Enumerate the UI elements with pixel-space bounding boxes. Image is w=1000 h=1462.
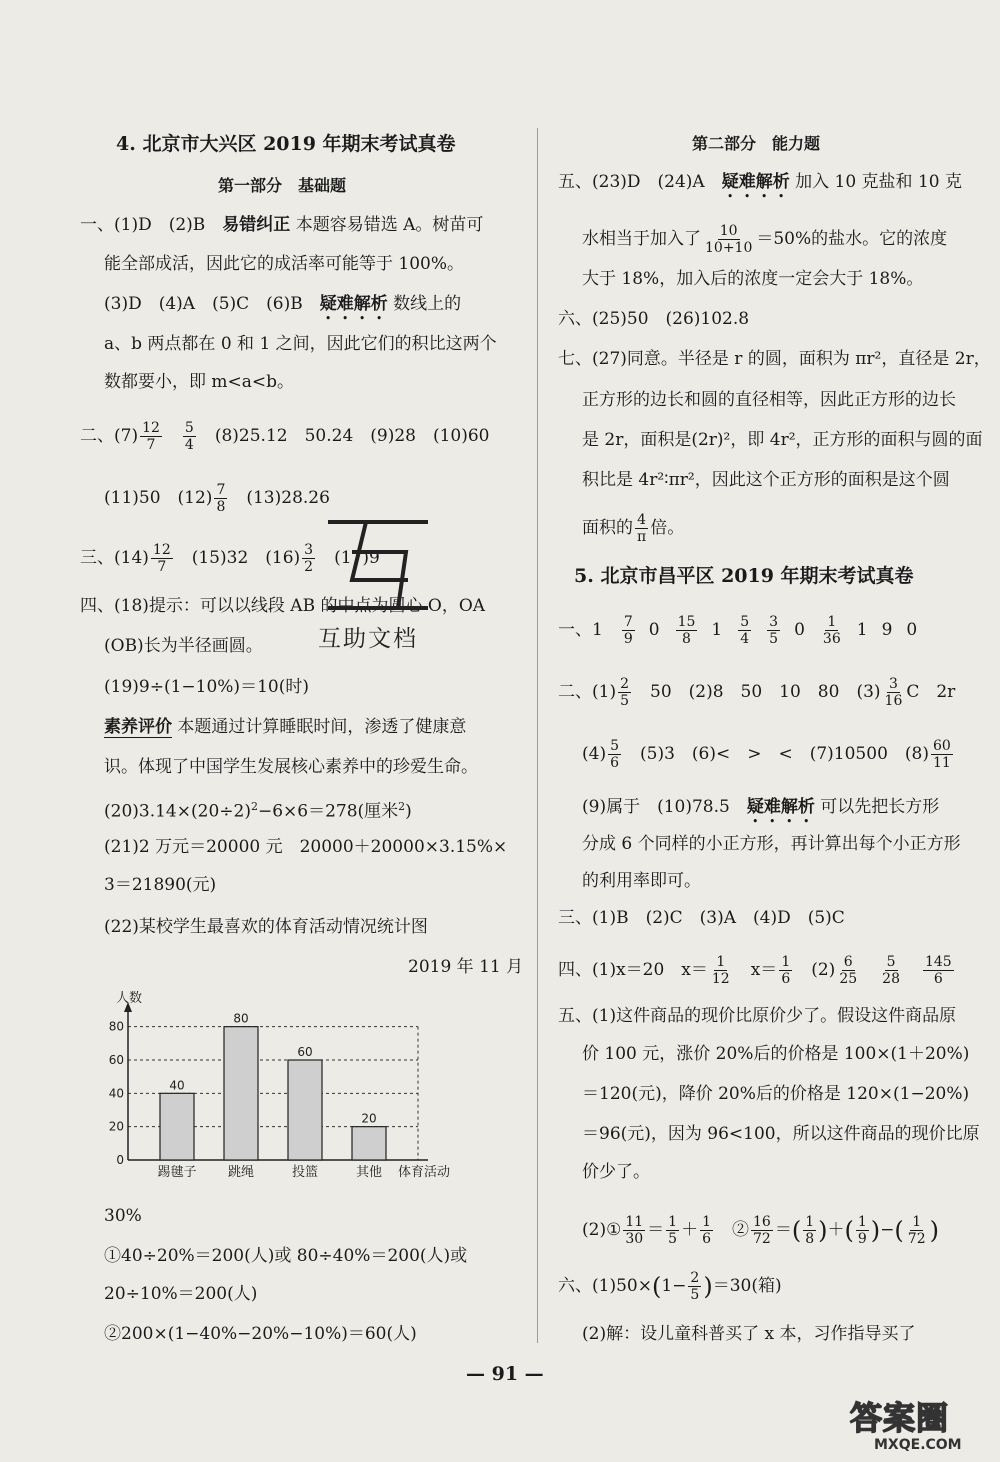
- answer-line: 能全部成活，因此它的成活率可能等于 100%。: [104, 254, 465, 274]
- answer-line: 面积的 $\frac{4}{\pi}$ 倍。: [582, 512, 685, 545]
- keyword-label: 疑难解析: [721, 172, 790, 192]
- answer-list: [620, 614, 931, 647]
- bar: [288, 1060, 322, 1160]
- bar-value-label: 60: [297, 1045, 313, 1059]
- answer-line: 二、(1) $\frac{2}{5}$ 50 (2)8 50 10 80 (3) $\frac{3}{16}$ C 2r: [558, 676, 956, 709]
- chart-date: 2019 年 11 月: [408, 957, 524, 977]
- fraction: $\frac{7}{9}$: [623, 614, 633, 647]
- y-tick-label: 40: [108, 1086, 124, 1101]
- logo-text: 答案圈: [850, 1399, 950, 1437]
- answer-line: 积比是 4r²∶πr²，因此这个正方形的面积是这个圆: [582, 470, 950, 490]
- fraction: $\frac{1}{6}$: [702, 1214, 711, 1247]
- fraction: $\frac{7}{8}$: [216, 482, 226, 515]
- section-title-changping: 5. 北京市昌平区 2019 年期末考试真卷: [574, 565, 914, 587]
- answer-line: (2)① $\frac{11}{30}$ ＝ $\frac{1}{5}$ ＋ $\frac{1}{6}$ ② $\frac{16}{72}$ ＝( $\frac{1}{8}$ )＋( $\frac{1}{9}$ )−( $\frac{1}{72}$ ): [582, 1214, 939, 1247]
- answer-line: (9)属于 (10)78.5 疑难解析 可以先把长方形: [582, 797, 940, 817]
- answer-line: ②200×(1−40%−20%−10%)＝60(人): [104, 1324, 417, 1344]
- answer-line: 价少了。: [582, 1162, 650, 1182]
- x-tick-label: 投篮: [291, 1165, 319, 1180]
- watermark-logo-icon: [318, 508, 438, 618]
- answer-line: 三、(1)B (2)C (3)A (4)D (5)C: [558, 908, 845, 928]
- page-number: — 91 —: [466, 1363, 544, 1385]
- bar-chart: [100, 990, 480, 1190]
- answer-line: 二、(7) $\frac{12}{7}$ $\frac{5}{4}$ (8)25.12 50.24 (9)28 (10)60: [80, 420, 490, 453]
- bar: [224, 1027, 258, 1160]
- x-axis-label: 体育活动: [397, 1165, 451, 1180]
- keyword-label: 素养评价: [104, 717, 172, 737]
- section-title-daxing: 4. 北京市大兴区 2019 年期末考试真卷: [116, 133, 456, 155]
- answer-value: 1: [856, 620, 868, 640]
- answer-line: 大于 18%，加入后的浓度一定会大于 18%。: [582, 269, 924, 289]
- fraction: $\frac{2}{5}$: [690, 1270, 700, 1303]
- y-tick-label: 60: [108, 1053, 124, 1067]
- answer-line: 数都要小，即 m<a<b。: [104, 372, 295, 392]
- fraction: $\frac{5}{28}$: [882, 954, 900, 987]
- fraction: $\frac{3}{2}$: [304, 542, 314, 575]
- fraction: $\frac{16}{72}$: [753, 1214, 771, 1247]
- answer-value: 9: [881, 620, 893, 640]
- answer-line: 五、(1)这件商品的现价比原价少了。假设这件商品原: [558, 1006, 957, 1026]
- fraction: $\frac{1}{36}$: [822, 614, 841, 647]
- bar-value-label: 40: [169, 1078, 185, 1093]
- watermark-text: 互助文档: [318, 626, 418, 652]
- answer-line: 四、(1)x＝20 x＝ $\frac{1}{12}$ x＝ $\frac{1}{6}$ (2) $\frac{6}{25}$ $\frac{5}{28}$ $\frac{145}{6}$: [558, 954, 952, 987]
- fraction: $\frac{60}{11}$: [932, 738, 951, 771]
- answer-line: ＝120(元)，降价 20%后的价格是 120×(1−20%): [582, 1084, 970, 1104]
- x-tick-label: 跳绳: [227, 1165, 255, 1180]
- bar: [352, 1127, 386, 1160]
- keyword-label: 疑难解析: [319, 294, 388, 314]
- answer-line: 正方形的边长和圆的直径相等，因此正方形的边长: [582, 390, 956, 410]
- answer-value: 0: [794, 620, 805, 640]
- part1-heading: 第一部分 基础题: [218, 176, 347, 195]
- answer-value: 0: [648, 620, 660, 640]
- fraction: $\frac{145}{6}$: [924, 954, 952, 987]
- answer-line: (21)2 万元＝20000 元 20000＋20000×3.15%×: [104, 837, 508, 857]
- answer-line: 3＝21890(元): [104, 875, 217, 895]
- x-tick-label: 踢毽子: [157, 1165, 197, 1180]
- answer-line: 一、1 $\frac{7}{9}$ 0 $\frac{15}{8}$ 1 $\frac{5}{4}$ $\frac{3}{5}$ 0 $\frac{1}{36}$ 1 9 0: [558, 614, 931, 647]
- answer-line: a、b 两点都在 0 和 1 之间，因此它们的积比这两个: [104, 334, 497, 354]
- fraction: $\frac{1}{8}$: [805, 1214, 815, 1247]
- fraction: $\frac{12}{7}$: [152, 542, 171, 575]
- fraction: $\frac{4}{\pi}$: [637, 512, 647, 545]
- y-tick-label: 0: [116, 1153, 124, 1167]
- keyword-label: 疑难解析: [746, 797, 815, 817]
- answer-value: 1: [711, 620, 723, 640]
- answer-line: 素养评价 本题通过计算睡眠时间，渗透了健康意: [104, 717, 467, 737]
- fraction: $\frac{2}{5}$: [620, 676, 630, 709]
- answer-line: 的利用率即可。: [582, 871, 701, 891]
- fraction: $\frac{15}{8}$: [677, 614, 696, 647]
- answer-line: 30%: [104, 1206, 142, 1226]
- answer-line: ①40÷20%＝200(人)或 80÷40%＝200(人)或: [104, 1246, 468, 1266]
- keyword-label: 易错纠正: [222, 215, 291, 235]
- fraction: $\frac{1}{6}$: [781, 954, 791, 987]
- answer-line: $(20)3.14\times(20\div 2)^2-6\times 6=278$(厘米$^2$): [104, 800, 412, 822]
- answer-line: 五、(23)D (24)A 疑难解析 加入 10 克盐和 10 克: [558, 172, 962, 192]
- fraction: $\frac{11}{30}$: [625, 1214, 644, 1247]
- answer-line: (19)9÷(1−10%)＝10(时): [104, 677, 309, 697]
- fraction: $\frac{1}{9}$: [857, 1214, 867, 1247]
- fraction: $\frac{6}{25}$: [839, 954, 858, 987]
- y-tick-label: 20: [108, 1119, 124, 1134]
- part2-heading: 第二部分 能力题: [692, 134, 821, 153]
- answer-line: 识。体现了中国学生发展核心素养中的珍爱生命。: [104, 757, 478, 777]
- fraction: $\frac{3}{16}$: [884, 676, 903, 709]
- column-divider: [537, 128, 538, 1343]
- fraction: $\frac{1}{5}$: [668, 1214, 678, 1247]
- fraction: $\frac{12}{7}$: [142, 420, 160, 453]
- answer-line: 分成 6 个同样的小正方形，再计算出每个小正方形: [582, 834, 961, 854]
- answer-line: (2)解：设儿童科普买了 x 本，习作指导买了: [582, 1324, 916, 1344]
- fraction: $\frac{3}{5}$: [769, 614, 779, 647]
- answer-line: 一、(1)D (2)B 易错纠正 本题容易错选 A。树苗可: [80, 215, 484, 235]
- answer-line: 价 100 元，涨价 20%后的价格是 100×(1＋20%): [582, 1044, 970, 1064]
- answer-line: 六、(25)50 (26)102.8: [558, 309, 750, 329]
- answer-line: 六、(1)50×(1− $\frac{2}{5}$ )＝30(箱): [558, 1270, 782, 1303]
- fraction: $\frac{10}{10+10}$: [705, 223, 753, 256]
- answer-line: (4) $\frac{5}{6}$ (5)3 (6)< > < (7)10500 (8) $\frac{60}{11}$: [582, 738, 951, 771]
- site-logo: [850, 1393, 990, 1455]
- answer-line: 三、(14) $\frac{12}{7}$ (15)32 (16) $\frac{3}{2}$ (17)9: [80, 542, 380, 575]
- answer-line: ＝96(元)，因为 96<100，所以这件商品的现价比原: [582, 1124, 980, 1144]
- bar-value-label: 80: [233, 1011, 249, 1026]
- answer-line: 七、(27)同意。半径是 r 的圆，面积为 πr²，直径是 2r，: [558, 349, 991, 369]
- fraction: $\frac{5}{4}$: [740, 614, 750, 647]
- answer-line: 水相当于加入了 $\frac{10}{10+10}$ ＝50%的盐水。它的浓度: [582, 223, 948, 256]
- answer-line: (22)某校学生最喜欢的体育活动情况统计图: [104, 917, 428, 937]
- answer-line: (OB)长为半径画圆。: [104, 636, 263, 656]
- answer-line: 四、(18)提示：可以以线段 AB 的中点为圆心 O，OA: [80, 596, 486, 616]
- answer-value: 0: [906, 620, 918, 640]
- answer-line: (3)D (4)A (5)C (6)B 疑难解析 数线上的: [104, 294, 462, 314]
- answer-line: (11)50 (12) $\frac{7}{8}$ (13)28.26: [104, 482, 330, 515]
- x-tick-label: 其他: [355, 1165, 383, 1180]
- watermark: [318, 508, 438, 658]
- logo-url: MXQE.COM: [874, 1437, 962, 1453]
- answer-line: 20÷10%＝200(人): [104, 1284, 258, 1304]
- fraction: $\frac{1}{72}$: [907, 1214, 926, 1247]
- y-tick-label: 80: [108, 1019, 124, 1034]
- bar: [160, 1093, 194, 1160]
- fraction: $\frac{1}{12}$: [711, 954, 730, 987]
- fraction: $\frac{5}{4}$: [184, 420, 194, 453]
- fraction: $\frac{5}{6}$: [610, 738, 620, 771]
- y-axis-label: 人数: [116, 991, 143, 1006]
- bar-value-label: 20: [361, 1111, 377, 1126]
- answer-line: 是 2r，面积是(2r)²，即 4r²，正方形的面积与圆的面: [582, 430, 983, 450]
